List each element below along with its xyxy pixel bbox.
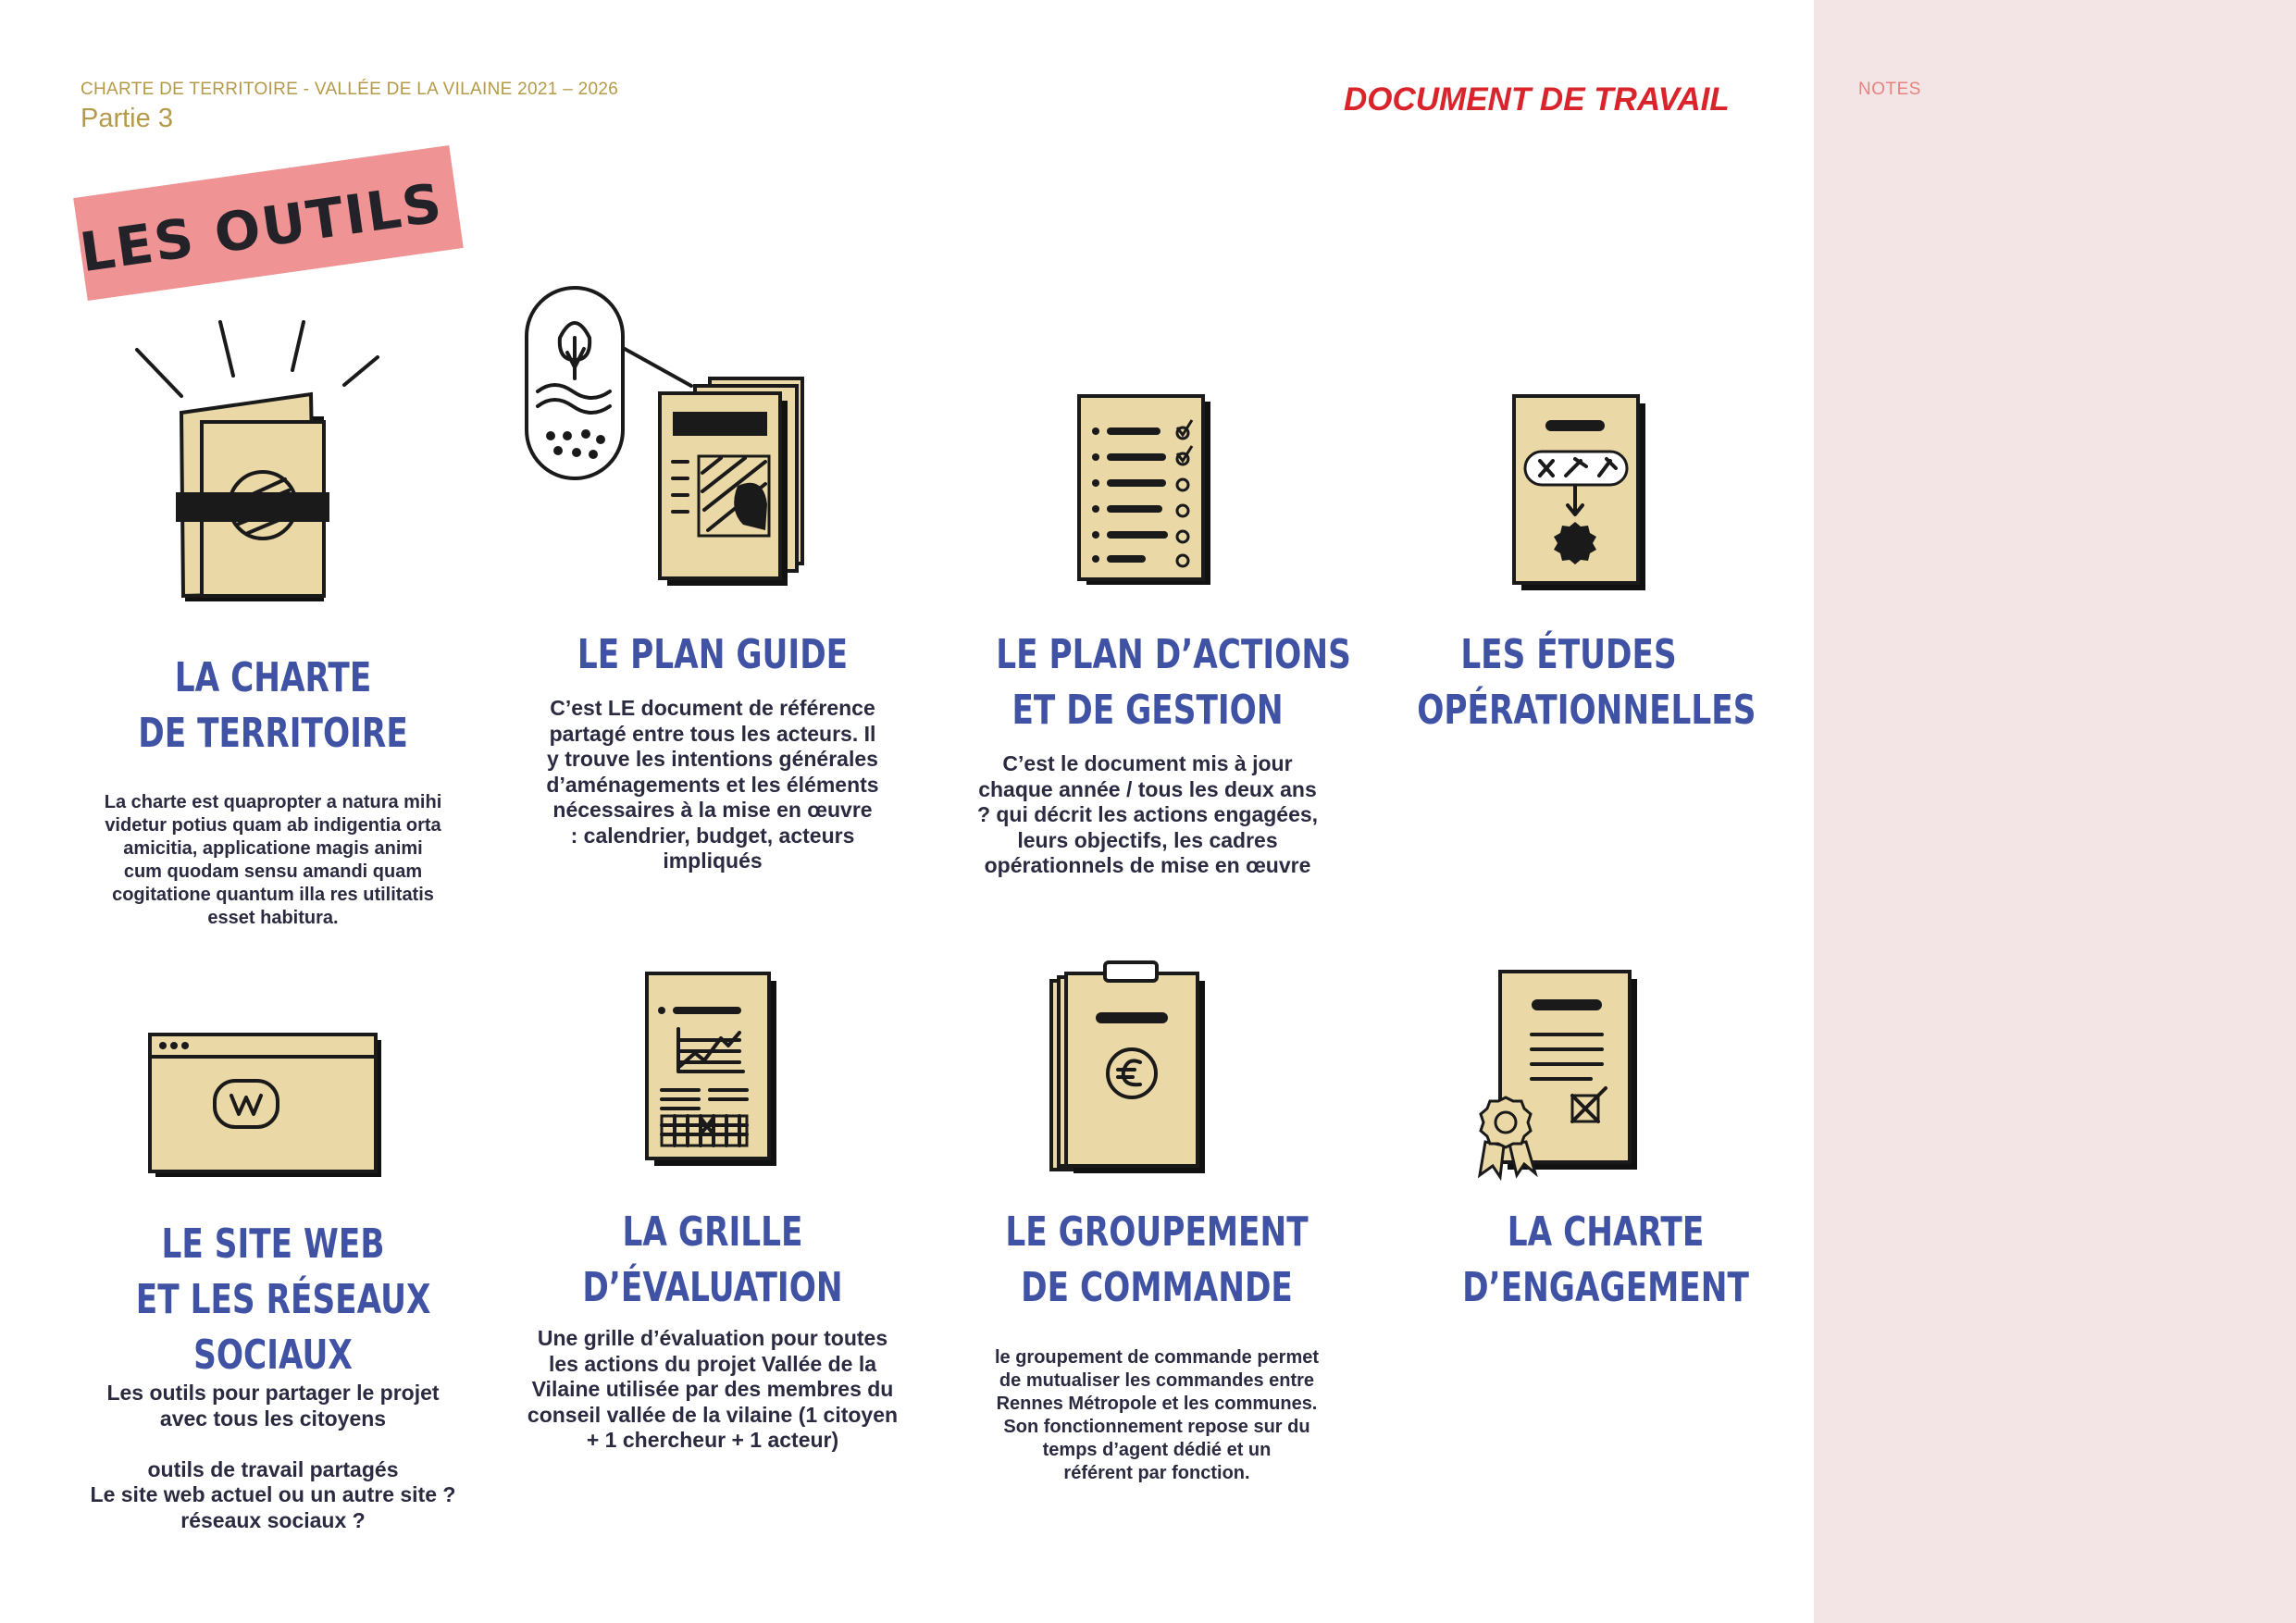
document-status: DOCUMENT DE TRAVAIL xyxy=(1344,81,1730,118)
notes-label: NOTES xyxy=(1858,80,1921,99)
tools-document-icon xyxy=(1510,392,1649,594)
card-description: La charte est quapropter a natura mihi videtur potius quam ab indigentia orta amicitia, applicatione magis animi cum quodam sensu amandi quam cogitatione quantum illa res utilitatis esset habitura. xyxy=(104,792,442,928)
notes-panel xyxy=(1814,0,2296,1623)
certificate-seal-icon xyxy=(1476,968,1643,1181)
guide-map-icon xyxy=(523,282,810,588)
card-description: Les outils pour partager le projet avec tous les citoyens outils de travail partagés Le site web actuel ou un autre site ? réseaux sociaux ? xyxy=(90,1381,456,1532)
part-label: Partie 3 xyxy=(81,104,173,133)
card-title: LA GRILLE D’ÉVALUATION xyxy=(582,1208,843,1311)
card-description: le groupement de commande permet de mutualiser les commandes entre Rennes Métropole et les communes. Son fonctionnement repose sur du temps d’agent dédié et un référent par fonction. xyxy=(994,1347,1320,1483)
banner-label: LES OUTILS xyxy=(76,170,447,285)
checklist-icon xyxy=(1075,392,1214,587)
card-description: Une grille d’évaluation pour toutes les actions du projet Vallée de la Vilaine utilisée par des membres du conseil vallée de la vilaine (1 citoyen + 1 chercheur + 1 acteur) xyxy=(527,1326,899,1452)
card-description: C’est le document mis à jour chaque année / tous les deux ans ? qui décrit les actions engagées, leurs objectifs, les cadres opérationnels de mise en œuvre xyxy=(976,751,1319,877)
card-title: LE GROUPEMENT DE COMMANDE xyxy=(1005,1208,1309,1311)
euro-folder-icon xyxy=(1048,959,1205,1177)
card-title: LA CHARTE DE TERRITOIRE xyxy=(138,654,408,757)
card-title: LE PLAN GUIDE xyxy=(577,631,849,678)
card-title: LES ÉTUDES OPÉRATIONNELLES xyxy=(1417,631,1756,734)
charter-header: CHARTE DE TERRITOIRE - VALLÉE DE LA VILAINE 2021 – 2026 xyxy=(81,80,619,99)
evaluation-sheet-icon xyxy=(643,970,782,1168)
open-book-icon xyxy=(130,315,389,611)
card-title: LA CHARTE D’ENGAGEMENT xyxy=(1462,1208,1749,1311)
browser-window-icon xyxy=(146,1031,383,1179)
card-title: LE PLAN D’ACTIONS ET DE GESTION xyxy=(996,631,1351,734)
card-description: C’est LE document de référence partagé entre tous les acteurs. Il y trouve les intentions générales d’aménagements et les éléments nécessaires à la mise en œuvre : calendrier, budget, acteurs impliqués xyxy=(546,696,879,873)
card-title: LE SITE WEB ET LES RÉSEAUX SOCIAUX xyxy=(135,1220,431,1379)
section-banner xyxy=(73,145,464,301)
